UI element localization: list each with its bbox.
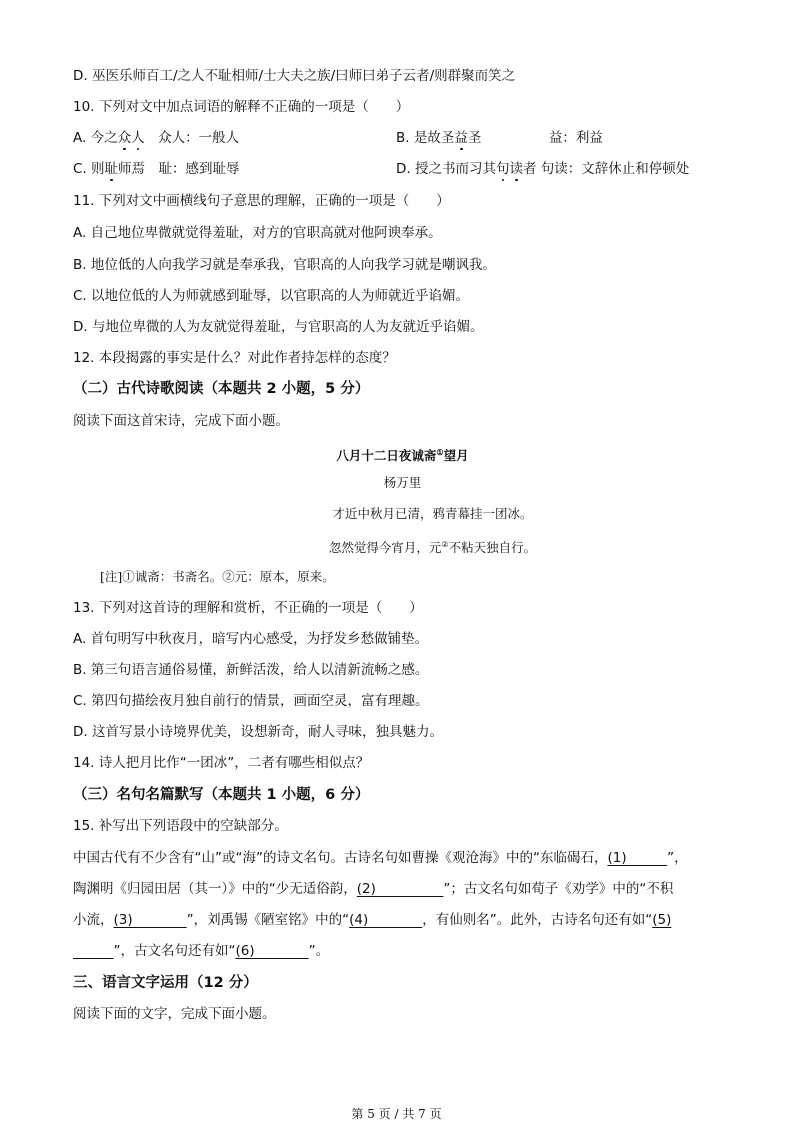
poem-title <box>0 443 793 465</box>
section3-title: （三）名句名篇默写（本题共 1 小题，6 分） <box>73 787 370 803</box>
text: ”，刘禹锡《陋室铭》中的“ <box>186 912 350 928</box>
part3-title: 三、语言文字运用（12 分） <box>73 975 258 991</box>
q13-option-a: A. 首句明写中秋夜月，暗写内心感受，为抒发乡愁做铺垫。 <box>73 631 429 647</box>
blank-2[interactable]: (2) <box>356 881 444 897</box>
dotted-char: 人 <box>131 130 145 146</box>
q15-stem: 15. 补写出下列语段中的空缺部分。 <box>73 818 288 834</box>
poem-note: [注]①诚斋：书斋名。②元：原本，原来。 <box>100 569 335 584</box>
text: ”。 <box>308 943 330 959</box>
q10-option-b <box>396 129 603 147</box>
text: 望月 <box>443 448 469 464</box>
text: 师焉 耻：感到耻辱 <box>118 161 240 177</box>
section2-title: （二）古代诗歌阅读（本题共 2 小题，5 分） <box>73 381 370 397</box>
dotted-char: 读 <box>509 161 523 177</box>
poem-line-1: 才近中秋月已清，鸦青幕挂一团冰。 <box>332 506 533 521</box>
section2-intro: 阅读下面这首宋诗，完成下面小题。 <box>73 413 289 429</box>
text: A. 今之 <box>73 130 118 146</box>
text: B. 是故圣 <box>396 130 455 146</box>
text: 中国古代有不少含有“山”或“海”的诗文名句。古诗名句如曹操《观沧海》中的“东临碣石， <box>73 850 608 866</box>
q11-option-b: B. 地位低的人向我学习就是奉承我，官职高的人向我学习就是嘲讽我。 <box>73 257 496 273</box>
blank-5-cont[interactable] <box>73 943 114 959</box>
blank-4[interactable]: (4) <box>349 912 423 928</box>
footnote-mark: ① <box>436 447 444 457</box>
text: 小流， <box>73 912 114 928</box>
q11-option-c: C. 以地位低的人为师就感到耻辱，以官职高的人为师就近乎谄媚。 <box>73 288 470 304</box>
text: 陶渊明《归园田居（其一）》中的“少无适俗韵， <box>73 881 357 897</box>
dotted-char: 耻 <box>104 161 119 177</box>
text: D. 授之书而习其 <box>396 161 496 177</box>
q15-line-3 <box>73 911 671 929</box>
q10-option-d <box>396 160 689 178</box>
dotted-char: 众 <box>117 130 132 146</box>
q15-line-4 <box>73 942 329 960</box>
blank-5[interactable]: (5) <box>652 912 672 928</box>
text: ”，古文名句还有如“ <box>113 943 236 959</box>
text: 众人：一般人 <box>144 130 240 146</box>
q10-stem: 10. 下列对文中加点词语的解释不正确的一项是（ ） <box>73 99 410 115</box>
q11-stem: 11. 下列对文中画横线句子意思的理解，正确的一项是（ ） <box>73 193 450 209</box>
text: 益：利益 <box>481 130 603 146</box>
text: 八月十二日夜诚斋 <box>336 448 437 464</box>
text: 不粘天独自行。 <box>448 540 537 556</box>
blank-1[interactable]: (1) <box>607 850 668 866</box>
q11-option-d: D. 与地位卑微的人为友就觉得羞耻，与官职高的人为友就近乎谄媚。 <box>73 319 484 335</box>
dotted-char: 句 <box>495 161 510 177</box>
footnote-mark: ② <box>441 540 449 549</box>
q14-stem: 14. 诗人把月比作“一团冰”，二者有哪些相似点？ <box>73 755 370 771</box>
q10-option-c <box>73 160 240 178</box>
page-footer: 第 5 页 / 共 7 页 <box>351 1107 442 1121</box>
q11-option-a: A. 自己地位卑微就觉得羞耻，对方的官职高就对他阿谀奉承。 <box>73 225 442 241</box>
q13-stem: 13. 下列对这首诗的理解和赏析，不正确的一项是（ ） <box>73 600 423 616</box>
part3-intro: 阅读下面的文字，完成下面小题。 <box>73 1006 276 1022</box>
text: 者 句读：文辞休止和停顿处 <box>522 161 690 177</box>
q10-option-a <box>73 129 239 147</box>
dotted-char: 益 <box>454 130 468 146</box>
q13-option-b: B. 第三句语言通俗易懂，新鲜活泼，给人以清新流畅之感。 <box>73 662 429 678</box>
text: 圣 <box>467 130 482 146</box>
q15-line-2 <box>73 880 673 898</box>
q12-stem: 12. 本段揭露的事实是什么？对此作者持怎样的态度？ <box>73 350 396 366</box>
poem-line-2 <box>0 536 793 557</box>
text: ，有仙则名”。此外，古诗名句还有如“ <box>422 912 653 928</box>
blank-3[interactable]: (3) <box>113 912 187 928</box>
q13-option-c: C. 第四句描绘夜月独自前行的情景，画面空灵，富有理趣。 <box>73 693 429 709</box>
q9-option-d: D. 巫医乐师百工/之人不耻相师/士大夫之族/曰师曰弟子云者/则群聚而笑之 <box>73 68 516 84</box>
text: ”；古文名句如荀子《劝学》中的“不积 <box>443 881 674 897</box>
poem-author: 杨万里 <box>383 475 422 490</box>
text: C. 则 <box>73 161 105 177</box>
text: ”， <box>667 850 688 866</box>
text: 忽然觉得今宵月，元 <box>328 540 442 556</box>
blank-6[interactable]: (6) <box>235 943 309 959</box>
q13-option-d: D. 这首写景小诗境界优美，设想新奇，耐人寻味，独具魅力。 <box>73 724 443 740</box>
q15-line-1 <box>73 849 688 867</box>
